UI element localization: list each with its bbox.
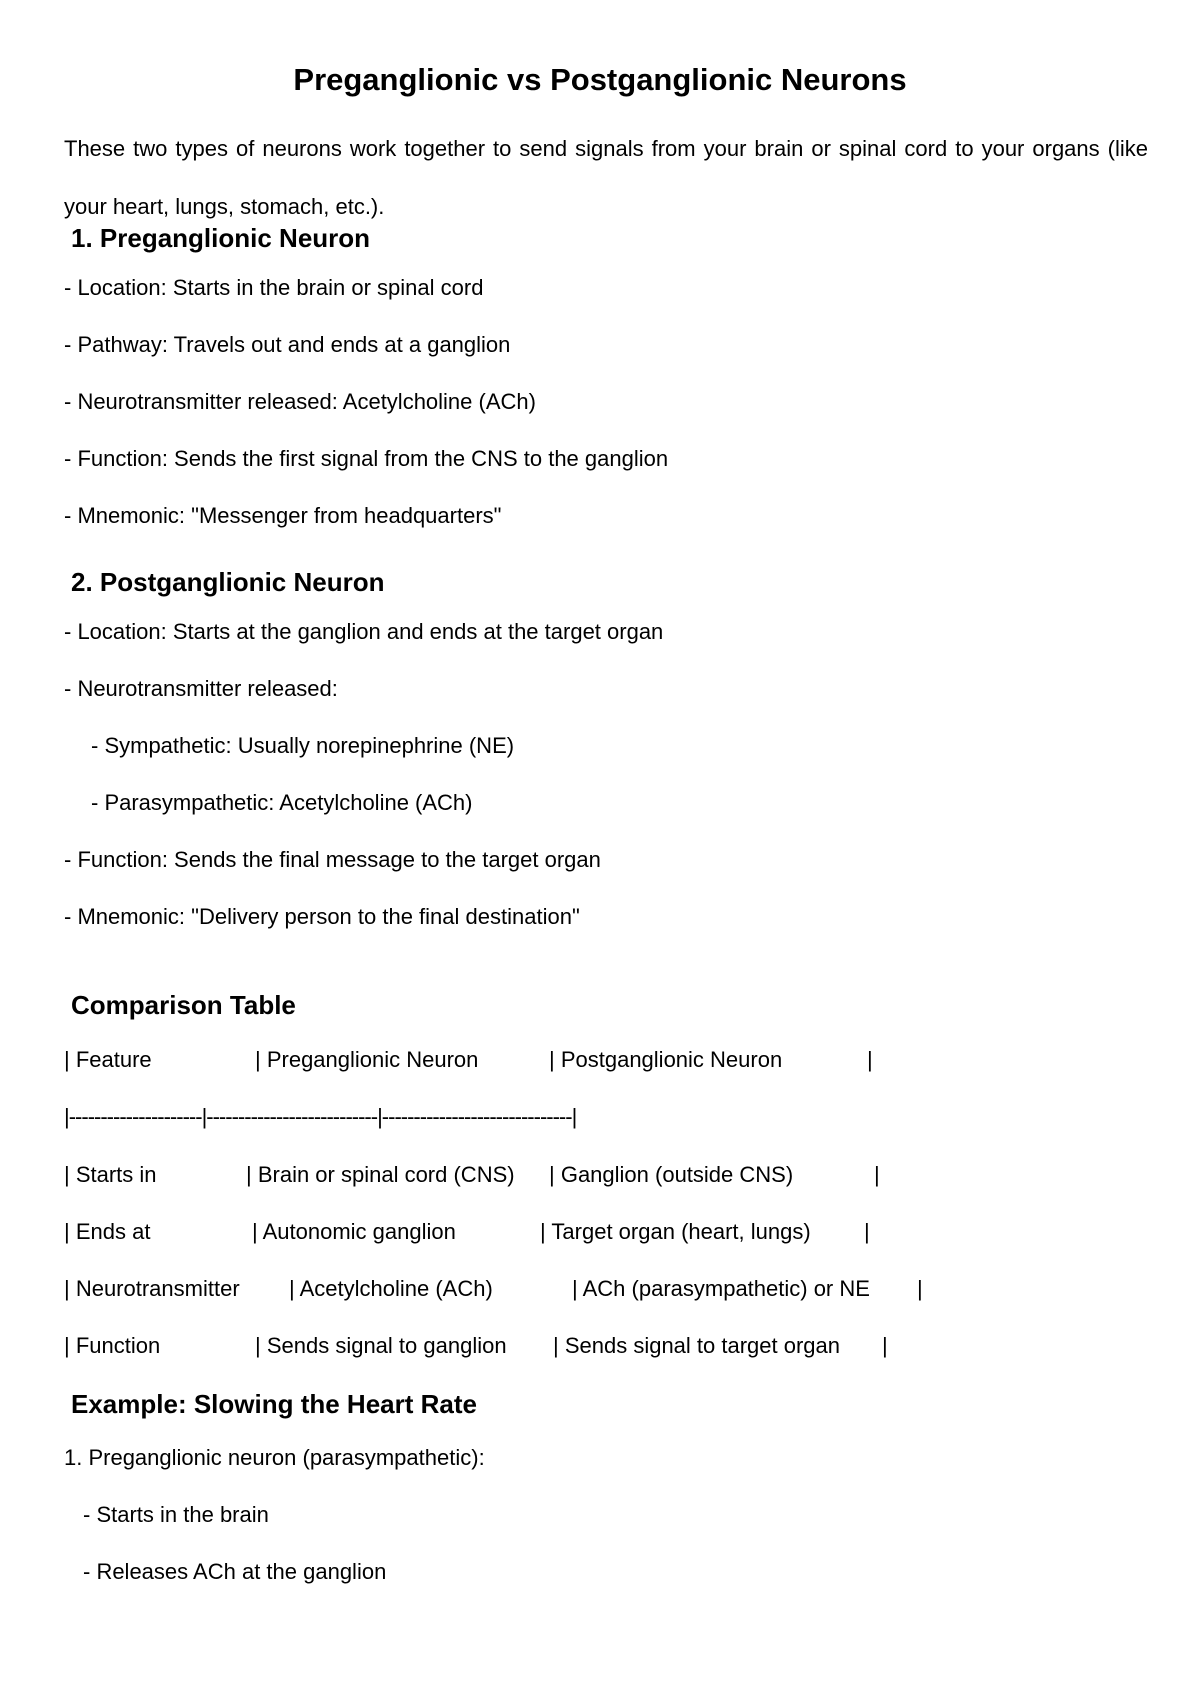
table-row (64, 1217, 1064, 1247)
example-substep: - Releases ACh at the ganglion (83, 1559, 387, 1584)
example-step-1: 1. Preganglionic neuron (parasympathetic): (64, 1445, 485, 1470)
table-cell: | (917, 1276, 923, 1301)
table-cell: | Neurotransmitter (64, 1276, 240, 1301)
table-cell: | ACh (parasympathetic) or NE (572, 1276, 870, 1301)
preganglionic-location: - Location: Starts in the brain or spinal cord (64, 275, 484, 300)
preganglionic-mnemonic: - Mnemonic: "Messenger from headquarters" (64, 503, 502, 528)
preganglionic-function: - Function: Sends the first signal from the CNS to the ganglion (64, 446, 669, 471)
table-row (64, 1331, 1064, 1361)
table-header-cell: | Feature (64, 1047, 152, 1072)
section-heading-example: Example: Slowing the Heart Rate (71, 1389, 477, 1419)
table-cell: | Sends signal to target organ (553, 1333, 841, 1358)
table-cell: | Ganglion (outside CNS) (549, 1162, 794, 1187)
section-heading-comparison: Comparison Table (71, 990, 296, 1020)
table-cell: | Sends signal to ganglion (255, 1333, 507, 1358)
section-heading-preganglionic: 1. Preganglionic Neuron (71, 223, 371, 253)
table-cell: | (874, 1162, 880, 1187)
table-header-cell: | Postganglionic Neuron (549, 1047, 783, 1072)
table-cell: | Function (64, 1333, 161, 1358)
table-cell: | Autonomic ganglion (252, 1219, 456, 1244)
comparison-header-row (64, 1045, 1064, 1075)
postganglionic-location: - Location: Starts at the ganglion and ends at the target organ (64, 619, 664, 644)
postganglionic-parasympathetic: - Parasympathetic: Acetylcholine (ACh) (91, 790, 473, 815)
table-cell: | Brain or spinal cord (CNS) (246, 1162, 515, 1187)
table-cell: | (864, 1219, 870, 1244)
table-cell: | Starts in (64, 1162, 157, 1187)
preganglionic-pathway: - Pathway: Travels out and ends at a ganglion (64, 332, 511, 357)
example-substep: - Starts in the brain (83, 1502, 269, 1527)
intro-paragraph: These two types of neurons work together to send signals from your brain or spinal cord to your organs (like your heart, lungs, stomach, etc.). (64, 136, 1148, 219)
preganglionic-neurotransmitter: - Neurotransmitter released: Acetylcholine (ACh) (64, 389, 536, 414)
postganglionic-sympathetic: - Sympathetic: Usually norepinephrine (NE) (91, 733, 515, 758)
table-cell: | Target organ (heart, lungs) (540, 1219, 811, 1244)
postganglionic-neurotransmitter: - Neurotransmitter released: (64, 676, 338, 701)
table-header-cell: | (867, 1047, 873, 1072)
comparison-separator-row: |---------------------|---------------------------|------------------------------| (64, 1104, 577, 1129)
table-cell: | Ends at (64, 1219, 151, 1244)
document-title: Preganglionic vs Postganglionic Neurons (293, 62, 907, 97)
table-cell: | Acetylcholine (ACh) (289, 1276, 493, 1301)
table-header-cell: | Preganglionic Neuron (255, 1047, 479, 1072)
section-heading-postganglionic: 2. Postganglionic Neuron (71, 567, 385, 597)
postganglionic-function: - Function: Sends the final message to the target organ (64, 847, 601, 872)
table-cell: | (882, 1333, 888, 1358)
table-row (64, 1274, 1064, 1304)
postganglionic-mnemonic: - Mnemonic: "Delivery person to the final destination" (64, 904, 580, 929)
table-row (64, 1160, 1064, 1190)
